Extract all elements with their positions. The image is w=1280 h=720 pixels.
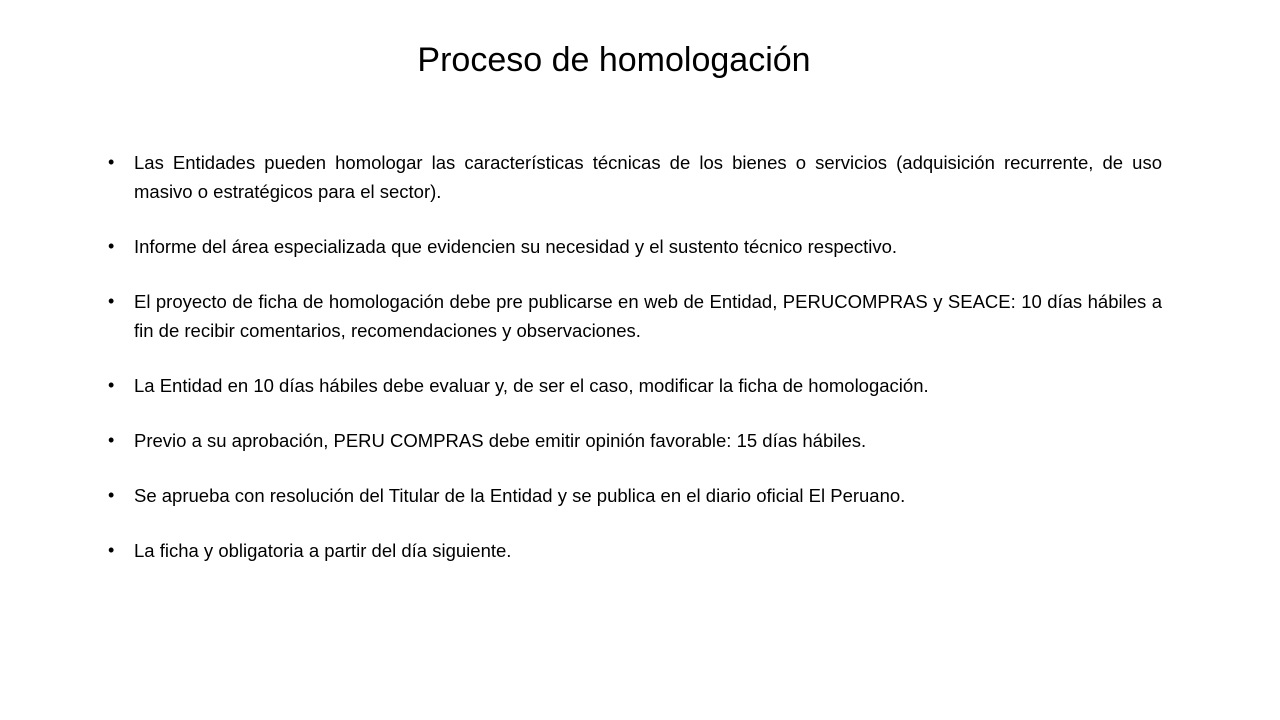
bullet-item	[108, 287, 1162, 345]
bullet-dot-icon: •	[108, 485, 115, 505]
bullet-item	[108, 371, 1162, 400]
bullet-item	[108, 481, 1162, 510]
bullet-dot-icon: •	[108, 236, 115, 256]
bullet-item	[108, 148, 1162, 206]
bullet-item	[108, 426, 1162, 455]
bullet-list	[108, 148, 1162, 591]
bullet-text: Previo a su aprobación, PERU COMPRAS debe emitir opinión favorable: 15 días hábiles.	[134, 430, 867, 451]
bullet-text: Informe del área especializada que evidencien su necesidad y el sustento técnico respectivo.	[134, 236, 898, 257]
bullet-item	[108, 232, 1162, 261]
bullet-dot-icon: •	[108, 152, 115, 172]
bullet-item	[108, 536, 1162, 565]
bullet-text: La Entidad en 10 días hábiles debe evaluar y, de ser el caso, modificar la ficha de homologación.	[134, 375, 929, 396]
bullet-dot-icon: •	[108, 540, 115, 560]
bullet-dot-icon: •	[108, 291, 115, 311]
bullet-dot-icon: •	[108, 375, 115, 395]
bullet-text: Se aprueba con resolución del Titular de la Entidad y se publica en el diario oficial El Peruano.	[134, 485, 906, 506]
bullet-text: Las Entidades pueden homologar las características técnicas de los bienes o servicios (adquisición recurrente, de uso masivo o estratégicos para el sector).	[134, 152, 1162, 202]
bullet-dot-icon: •	[108, 430, 115, 450]
slide-title: Proceso de homologación	[417, 41, 811, 79]
bullet-text: La ficha y obligatoria a partir del día siguiente.	[134, 540, 512, 561]
bullet-text: El proyecto de ficha de homologación debe pre publicarse en web de Entidad, PERUCOMPRAS y SEACE: 10 días hábiles a fin de recibir comentarios, recomendaciones y observaciones.	[134, 291, 1162, 341]
